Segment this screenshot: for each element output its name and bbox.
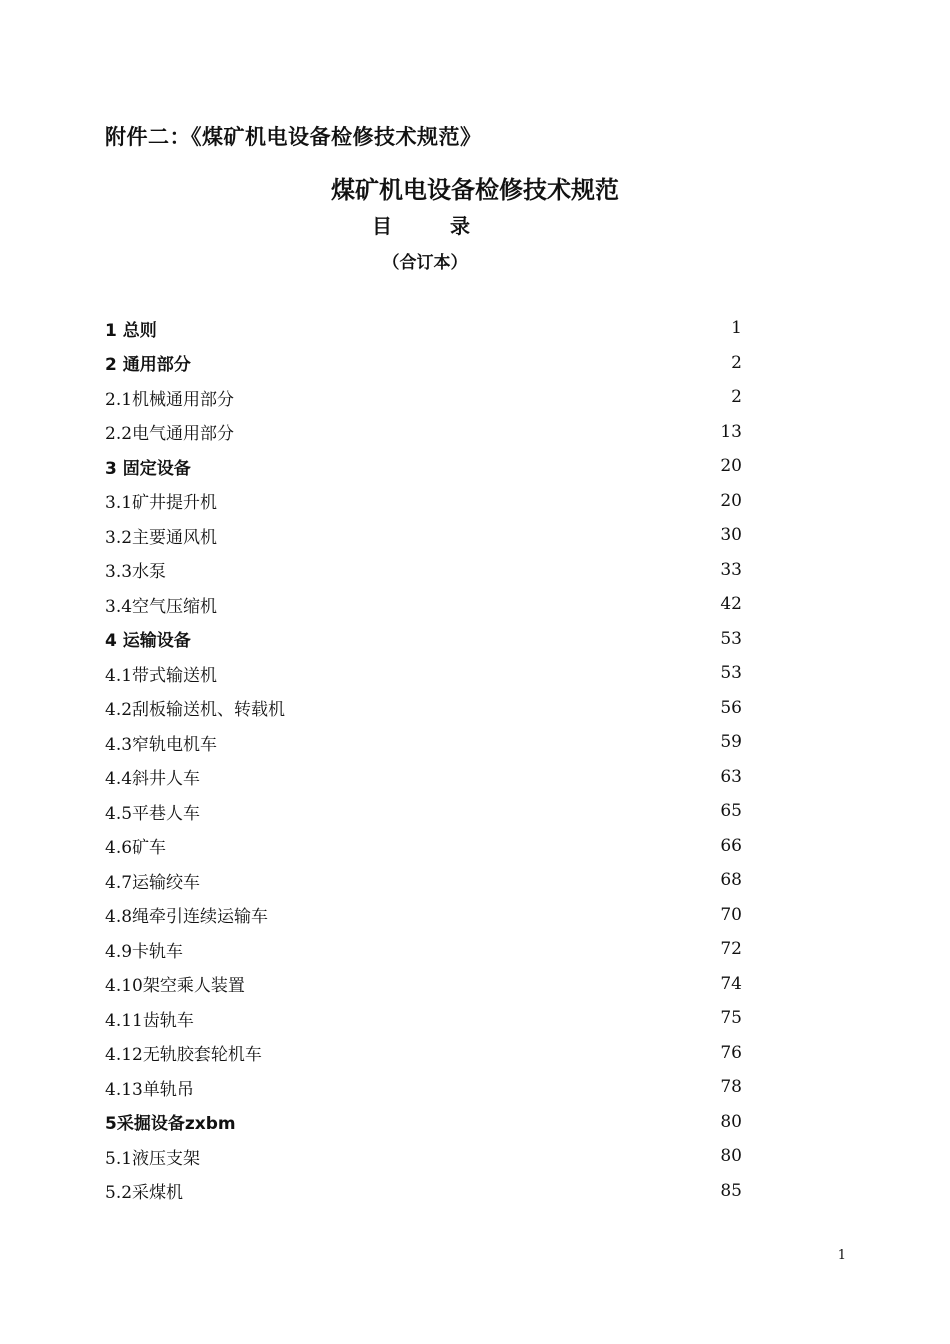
toc-entry-title: 4.12无轨胶套轮机车 (105, 1045, 262, 1066)
toc-entry[interactable] (105, 656, 742, 691)
attachment-title: 附件二：《煤矿机电设备检修技术规范》 (105, 125, 482, 149)
toc-entry[interactable] (105, 760, 742, 795)
toc-entry-page: 56 (720, 697, 742, 718)
toc-entry[interactable] (105, 1070, 742, 1105)
toc-entry-page: 2 (731, 387, 742, 408)
toc-entry[interactable] (105, 1001, 742, 1036)
toc-entry-page: 20 (720, 456, 742, 477)
toc-entry[interactable] (105, 484, 742, 519)
toc-entry-title: 4.10架空乘人装置 (105, 976, 245, 997)
toc-entry-page: 20 (720, 490, 742, 511)
toc-entry[interactable] (105, 380, 742, 415)
table-of-contents (105, 311, 742, 1208)
toc-entry-title: 4.11齿轨车 (105, 1010, 194, 1031)
toc-entry[interactable] (105, 1105, 742, 1140)
toc-entry-title: 3.4空气压缩机 (105, 596, 218, 617)
toc-entry[interactable] (105, 415, 742, 450)
main-title: 煤矿机电设备检修技术规范 (331, 176, 619, 204)
page-number: 1 (837, 1248, 846, 1263)
toc-entry-page: 59 (720, 732, 742, 753)
toc-entry-page: 74 (720, 973, 742, 994)
toc-entry-page: 53 (720, 628, 742, 649)
toc-entry-page: 65 (720, 801, 742, 822)
toc-entry-title: 3.3水泵 (105, 562, 167, 583)
toc-entry[interactable] (105, 794, 742, 829)
toc-entry-title: 5.2采煤机 (105, 1183, 184, 1204)
toc-entry-title: 3.1矿井提升机 (105, 493, 218, 514)
toc-entry-title: 3 固定设备 (105, 458, 191, 479)
toc-entry[interactable] (105, 346, 742, 381)
toc-entry-page: 76 (720, 1042, 742, 1063)
toc-entry-title: 2.1机械通用部分 (105, 389, 235, 410)
toc-entry[interactable] (105, 1036, 742, 1071)
toc-heading-left: 目 (372, 214, 392, 238)
toc-entry-title: 4.8绳牵引连续运输车 (105, 907, 269, 928)
toc-entry-title: 4.5平巷人车 (105, 803, 201, 824)
toc-entry-title: 4.3窄轨电机车 (105, 734, 218, 755)
toc-entry-title: 3.2主要通风机 (105, 527, 218, 548)
toc-entry[interactable] (105, 1174, 742, 1209)
edition-label: （合订本） (382, 253, 468, 273)
toc-entry[interactable] (105, 829, 742, 864)
toc-entry[interactable] (105, 311, 742, 346)
toc-entry-page: 85 (720, 1180, 742, 1201)
toc-entry-page: 70 (720, 904, 742, 925)
toc-entry-page: 2 (731, 352, 742, 373)
toc-entry[interactable] (105, 1139, 742, 1174)
toc-entry-title: 5采掘设备zxbm (105, 1114, 236, 1135)
toc-entry-title: 4.6矿车 (105, 838, 167, 859)
toc-entry-title: 4.4斜井人车 (105, 769, 201, 790)
toc-entry-title: 4.13单轨吊 (105, 1079, 194, 1100)
toc-entry[interactable] (105, 587, 742, 622)
toc-entry[interactable] (105, 725, 742, 760)
toc-entry[interactable] (105, 898, 742, 933)
toc-entry[interactable] (105, 518, 742, 553)
toc-entry-title: 2.2电气通用部分 (105, 424, 235, 445)
toc-entry[interactable] (105, 932, 742, 967)
toc-entry-title: 5.1液压支架 (105, 1148, 201, 1169)
toc-entry-title: 4.7运输绞车 (105, 872, 201, 893)
toc-entry-page: 30 (720, 525, 742, 546)
toc-entry[interactable] (105, 691, 742, 726)
toc-entry-title: 4.1带式输送机 (105, 665, 218, 686)
toc-entry-title: 4.2刮板输送机、转载机 (105, 700, 286, 721)
toc-entry-page: 66 (720, 835, 742, 856)
toc-entry-page: 80 (720, 1111, 742, 1132)
toc-entry-title: 4.9卡轨车 (105, 941, 184, 962)
toc-entry-page: 33 (720, 559, 742, 580)
toc-entry-page: 53 (720, 663, 742, 684)
toc-entry-page: 63 (720, 766, 742, 787)
toc-entry-page: 1 (731, 318, 742, 339)
toc-entry-page: 78 (720, 1077, 742, 1098)
toc-entry-title: 1 总则 (105, 320, 157, 341)
toc-entry-page: 42 (720, 594, 742, 615)
toc-entry[interactable] (105, 622, 742, 657)
toc-entry[interactable] (105, 449, 742, 484)
toc-entry-page: 13 (720, 421, 742, 442)
toc-entry-page: 80 (720, 1146, 742, 1167)
toc-entry-page: 75 (720, 1008, 742, 1029)
toc-entry-page: 72 (720, 939, 742, 960)
toc-entry[interactable] (105, 553, 742, 588)
toc-entry-title: 4 运输设备 (105, 631, 191, 652)
toc-heading-right: 录 (450, 214, 470, 238)
toc-entry[interactable] (105, 863, 742, 898)
toc-entry[interactable] (105, 967, 742, 1002)
toc-entry-page: 68 (720, 870, 742, 891)
toc-heading (372, 210, 470, 239)
toc-entry-title: 2 通用部分 (105, 355, 191, 376)
